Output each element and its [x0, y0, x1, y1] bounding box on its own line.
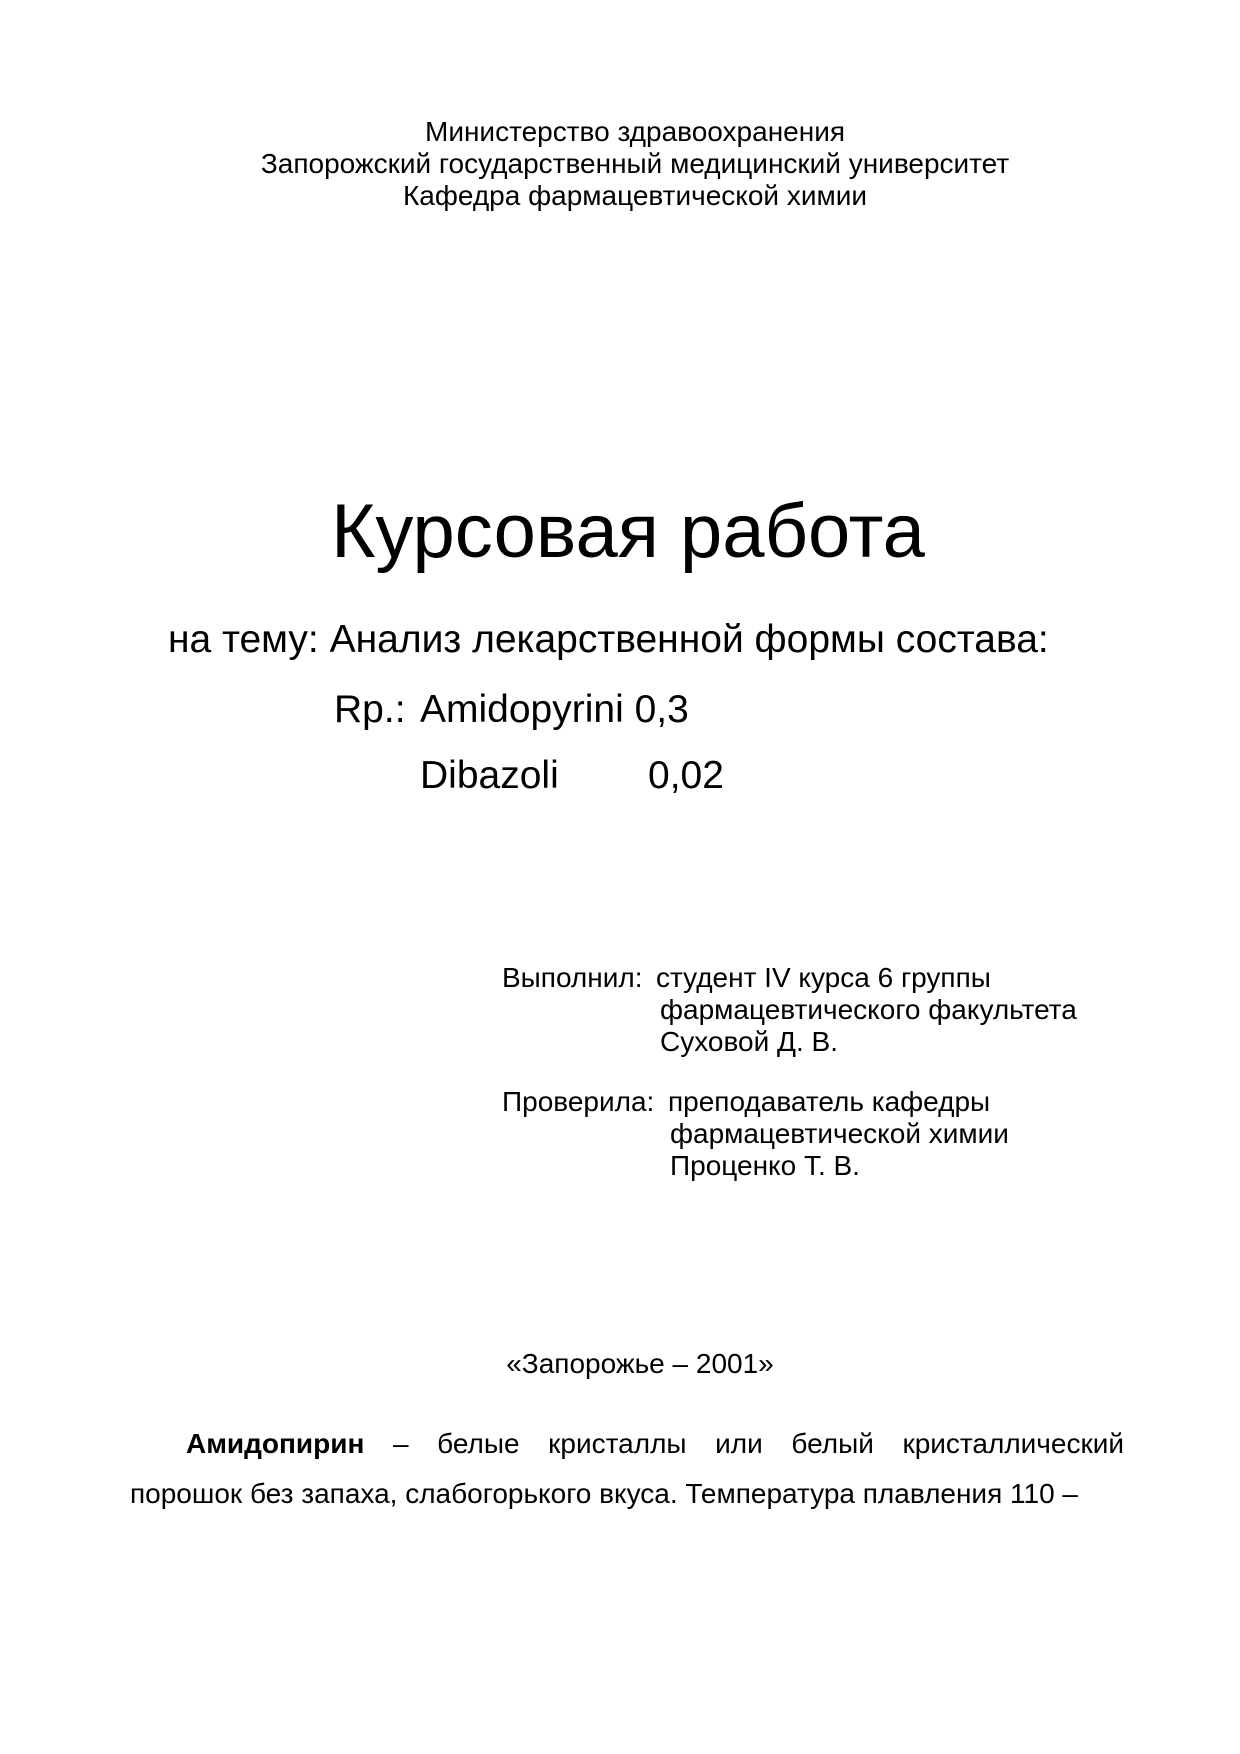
rp-prefix: Rp.: — [334, 688, 406, 731]
checked-line3: Проценко Т. В. — [670, 1150, 860, 1181]
checked-line1: преподаватель кафедры — [668, 1086, 991, 1117]
checked-line2: фармацевтической химии — [670, 1118, 1009, 1149]
performed-label: Выполнил: — [502, 962, 643, 993]
department-line: Кафедра фармацевтической химии — [402, 180, 868, 211]
university-line: Запорожский государственный медицинский университет — [260, 148, 1010, 179]
paragraph-term: Амидопирин — [186, 1428, 365, 1459]
page-title: Курсовая работа — [331, 489, 925, 574]
ingredient2-amount: 0,02 — [648, 754, 724, 797]
paragraph-line1-text: – белые кристаллы или белый кристаллический — [364, 1428, 1124, 1459]
ministry-line: Министерство здравоохранения — [425, 116, 845, 147]
topic-line: на тему: Анализ лекарственной формы состава: — [168, 618, 1049, 661]
city-year: «Запорожье – 2001» — [506, 1348, 774, 1379]
paragraph-line2: порошок без запаха, слабогорького вкуса. Температура плавления 110 – — [130, 1478, 1079, 1509]
paragraph-line1 — [186, 1428, 1124, 1460]
performed-line3: Суховой Д. В. — [660, 1026, 839, 1057]
performed-line2: фармацевтического факультета — [660, 994, 1077, 1025]
ingredient2-name: Dibazoli — [420, 754, 559, 797]
checked-label: Проверила: — [502, 1086, 655, 1117]
rp-ingredient: Amidopyrini 0,3 — [420, 688, 689, 731]
performed-line1: студент IV курса 6 группы — [656, 962, 991, 993]
